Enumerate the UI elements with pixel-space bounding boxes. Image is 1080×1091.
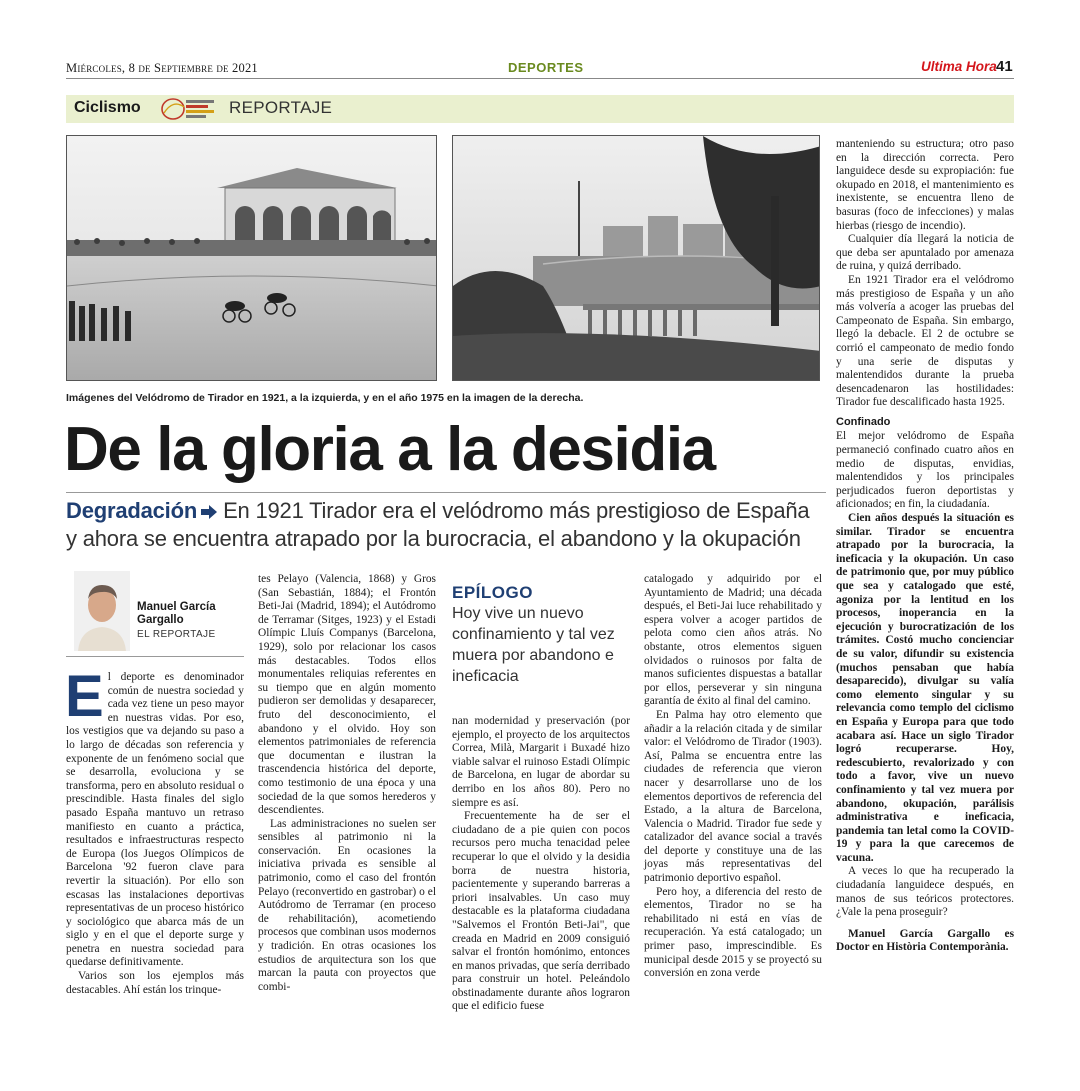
photo-caption: Imágenes del Velódromo de Tirador en 1921, a la izquierda, y en el año 1975 en la imagen de la derecha. bbox=[66, 392, 584, 404]
paragraph: En Palma hay otro elemento que añadir a la relación citada y de similar valor: el Velódromo de Tirador (1903). Así, Palma se encuentra entre las ciudades de referencia que vieron nacer y desarrollarse uno de los elementos deportivos de referencia del Estado, a la altura de Barcelona, Valencia o Madrid. Tirador fue sede y catalizador del avance social a través del deporte y constituye una de las joyas más representativas del patrimonio deportivo español. bbox=[644, 708, 822, 885]
article-type-tag: REPORTAJE bbox=[229, 98, 333, 117]
sport-label: Ciclismo bbox=[74, 99, 141, 116]
deck-text: En 1921 Tirador era el velódromo más prestigioso de España y ahora se encuentra atrapado por la burocracia, el abandono y la okupación bbox=[66, 498, 810, 551]
body-column-4 bbox=[644, 573, 822, 981]
deck bbox=[66, 497, 826, 553]
deck-divider bbox=[66, 492, 826, 493]
paragraph: manteniendo su estructura; otro paso en la dirección correcta. Pero languidece desde su expropiación: fue okupado en 2018, el mantenimiento es inexistente, se encuentra lleno de basuras (foco de infecciones) y malas hierbas (riesgo de incendio). bbox=[836, 138, 1014, 232]
paragraph: Cien años después la situación es similar. Tirador se encuentra atrapado por la burocracia, la ineficacia y la okupación. Un caso de patrimonio que, por muy público que sea y catalogado que esté, agoniza por la lentitud en los procesos, inoperancia en la ejecución y burocratización de los trámites. Costó mucho concienciar de su valor, difundir su existencia (muchos pensaban que había desaparecido), divulgar su valía como elemento singular y su relevancia como templo del ciclismo en España y Europa para que todo acabara así. Hace un siglo Tirador logró recuperarse. Hoy, redescubierto, revalorizado y con todo a favor, vive un nuevo confinamiento y tal vez muera por abandono, okupación, parálisis administrativa e ineficacia, pandemia tan letal como la COVID-19 y para la que carecemos de vacuna. bbox=[836, 512, 1014, 864]
author-signature: Manuel García Gargallo es Doctor en Història Contemporània. bbox=[836, 927, 1014, 954]
arrow-right-icon bbox=[201, 498, 217, 512]
issue-date: Miércoles, 8 de Septiembre de 2021 bbox=[66, 61, 258, 75]
author-divider bbox=[66, 656, 244, 657]
paragraph: Frecuentemente ha de ser el ciudadano de a pie quien con pocos recursos pero mucha tenacidad pelee recuperar lo que el olvido y la desidia borra de nuestra historia, pacientemente y superando barreras a priori insalvables. Un caso muy destacable es la plataforma ciudadana "Salvemos el Frontón Beti-Jai", que creada en Madrid en 2009 consiguió salvar el frontón homónimo, entonces en manos privadas, que sería derribado para construir un hotel. Peleándolo obstinadamente durante años lograron que el edificio fuese bbox=[452, 810, 630, 1013]
paragraph: A veces lo que ha recuperado la ciudadanía languidece después, en manos de sus teóricos protectores. ¿Vale la pena proseguir? bbox=[836, 865, 1014, 919]
paragraph: El deporte es denominador común de nuestra sociedad y cada vez tiene un peso mayor en nuestras vidas. Por eso, los vestigios que va dejando su paso a lo largo de décadas son referencia y exponente de un fenómeno social que se desarrolla, evoluciona y se transforma, pero en absoluto residual o prescindible. Hasta finales del siglo pasado España mantuvo un retraso manifiesto en cuanto a práctica, resultados e infraestructuras respecto de Europa (los Juegos Olímpicos de Barcelona '92 fueron clave para revertir la situación). Por ello son escasas las instalaciones deportivas representativas de un proceso histórico y sociológico que abarca más de un siglo y en el que el deporte surge y penetra en nuestra sociedad para quedarse definitivamente. bbox=[65, 664, 244, 969]
author-photo bbox=[74, 571, 130, 651]
epilogue-text: Hoy vive un nuevo confinamiento y tal vez muera por abandono e ineficacia bbox=[452, 605, 615, 685]
body-column-1 bbox=[65, 664, 244, 997]
deck-keyword: Degradación bbox=[66, 498, 198, 523]
paragraph: Cualquier día llegará la noticia de que deba ser apuntalado por amenaza de ruina, y quizá derribado. bbox=[836, 233, 1014, 273]
centenary-logo-icon bbox=[160, 95, 218, 122]
drop-cap: E bbox=[65, 664, 104, 729]
paragraph: nan modernidad y preservación (por ejemplo, el proyecto de los arquitectos Correa, Milà, Margarit i Buxadé hizo viable salvar el ruinoso Estadi Olímpic de Barcelona, en lugar de abordar su derribo en los años 80). Pero no siempre es así. bbox=[452, 715, 630, 809]
author-role: EL REPORTAJE bbox=[137, 629, 216, 640]
paragraph: Las administraciones no suelen ser sensibles al patrimonio ni la conservación. En ocasiones la iniciativa privada es sensible al patrimonio, como el caso del frontón Pelayo (reconvertido en gastrobar) o el Autódromo de Terramar (en proceso de rehabilitación), acometiendo procesos que combinan usos modernos y tradición. En otras ocasiones los estudios de arquitectura son los que marcan la pauta con proyectos que combi- bbox=[258, 817, 436, 993]
body-column-3 bbox=[452, 715, 630, 1014]
body-column-2 bbox=[258, 573, 436, 994]
velodrome-1921-photo bbox=[66, 135, 437, 381]
paragraph: Varios son los ejemplos más destacables. Ahí están los trinque- bbox=[66, 970, 244, 996]
body-column-5 bbox=[836, 138, 1014, 955]
velodrome-1975-photo bbox=[452, 135, 820, 381]
newspaper-brand: Ultima Hora bbox=[921, 59, 997, 74]
paragraph: En 1921 Tirador era el velódromo más prestigioso de España y un año más volvería a acoger las pruebas del Campeonato de España. Sin embargo, llegó la debacle. El 2 de octubre se corrió el campeonato de medio fondo y una serie de disputas y malentendidos durante la prueba desencadenaron las hostilidades: Tirador fue descalificado hasta 1925. bbox=[836, 273, 1014, 409]
header-divider bbox=[66, 78, 1014, 79]
paragraph: tes Pelayo (Valencia, 1868) y Gros (San Sebastián, 1884); el Frontón Beti-Jai (Madrid, 1894); el Autódromo de Terramar (Sitges, 1923) y el Estadi Olímpic Lluís Companys (Barcelona, 1929), solo por relacionar los casos más destacables. Todos ellos monumentales reliquias referentes en su tiempo que en algún momento pudieron ser demolidas y desaparecer, fruto del desconocimiento, el abandono y el olvido. Hoy son elementos patrimoniales de referencia que documentan e ilustran la trascendencia histórica del deporte, como testimonio de una época y una sociedad de la que somos herederos y descendientes. bbox=[258, 573, 436, 817]
subheading: Confinado bbox=[836, 415, 891, 428]
epilogue-title: EPÍLOGO bbox=[452, 583, 533, 602]
author-name: Manuel García Gargallo bbox=[137, 601, 216, 626]
section-name: DEPORTES bbox=[508, 60, 584, 75]
headline: De la gloria a la desidia bbox=[64, 415, 715, 484]
paragraph: Pero hoy, a diferencia del resto de elementos, Tirador no se ha rehabilitado ni está en vías de recuperación. Ya está catalogado; un primer paso, imprescindible. Es municipal desde 2015 y se proyectó su conversión en zona verde bbox=[644, 885, 822, 980]
page-number: 41 bbox=[996, 58, 1013, 75]
paragraph: El mejor velódromo de España permaneció confinado cuatro años en medio de disputas, envidias, malentendidos y los principales perjudicados fueron deportistas y aficionados; en fin, la ciudadanía. bbox=[836, 430, 1014, 511]
paragraph: catalogado y adquirido por el Ayuntamiento de Madrid; una década después, el Beti-Jai luce rehabilitado y espera volver a acoger partidos de pelota como cien años atrás. No obstante, otros elementos siguen olvidados o ruinosos por falta de manos suficientes dispuestas a batallar por ellos, perseverar y sin ninguna garantía de éxito al final del camino. bbox=[644, 573, 822, 708]
